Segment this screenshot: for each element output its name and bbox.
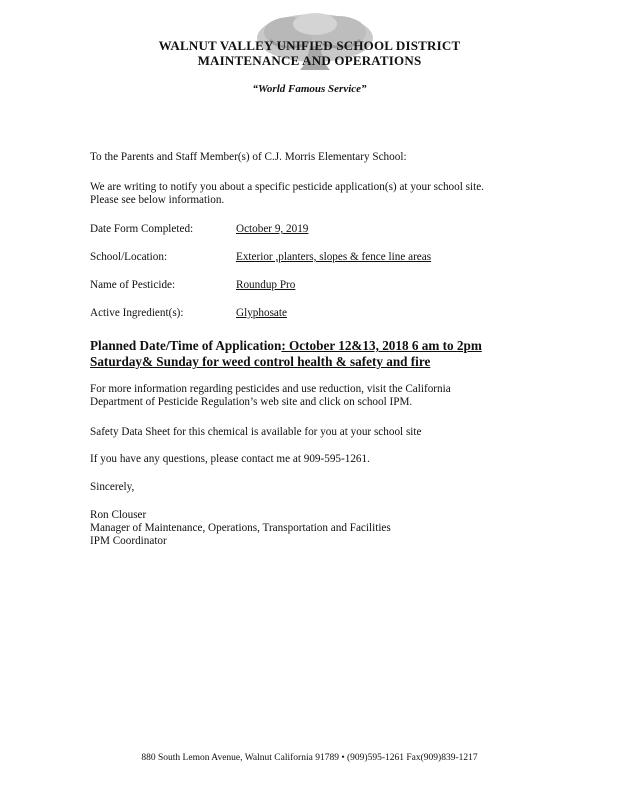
planned-label: Planned Date/Time of Application	[90, 338, 282, 353]
field-label-location: School/Location:	[90, 251, 168, 263]
closing: Sincerely,	[90, 481, 135, 493]
footer-address: 880 South Lemon Avenue, Walnut California 91789 • (909)595-1261 Fax(909)839-1217	[141, 753, 478, 763]
intro-line-2: Please see below information.	[90, 194, 225, 206]
field-label-pesticide: Name of Pesticide:	[90, 279, 176, 291]
field-value-ingredient: Glyphosate	[236, 307, 287, 319]
field-value-date: October 9, 2019	[236, 223, 309, 235]
planned-line-2: Saturday& Sunday for weed control health & safety and fire	[90, 354, 431, 369]
info-line-2: Department of Pesticide Regulation’s web site and click on school IPM.	[90, 396, 413, 408]
field-label-date: Date Form Completed:	[90, 223, 194, 235]
info-line-1: For more information regarding pesticides and use reduction, visit the California	[90, 383, 451, 395]
field-value-pesticide: Roundup Pro	[236, 279, 296, 291]
planned-value: : October 12&13, 2018 6 am to 2pm	[281, 338, 482, 353]
department-name: MAINTENANCE AND OPERATIONS	[197, 53, 422, 68]
field-value-location: Exterior ,planters, slopes & fence line areas	[236, 251, 432, 263]
field-label-ingredient: Active Ingredient(s):	[90, 307, 184, 319]
signer-title: Manager of Maintenance, Operations, Transportation and Facilities	[90, 522, 391, 534]
sds-notice: Safety Data Sheet for this chemical is available for you at your school site	[90, 426, 422, 438]
questions-line: If you have any questions, please contact me at 909-595-1261.	[90, 453, 370, 465]
salutation: To the Parents and Staff Member(s) of C.J. Morris Elementary School:	[90, 151, 407, 163]
planned-application	[90, 338, 482, 354]
signer-role: IPM Coordinator	[90, 535, 167, 547]
signer-name: Ron Clouser	[90, 509, 147, 521]
intro-line-1: We are writing to notify you about a specific pesticide application(s) at your school site.	[90, 181, 484, 193]
slogan: “World Famous Service”	[252, 83, 367, 95]
district-name: WALNUT VALLEY UNIFIED SCHOOL DISTRICT	[158, 38, 461, 53]
